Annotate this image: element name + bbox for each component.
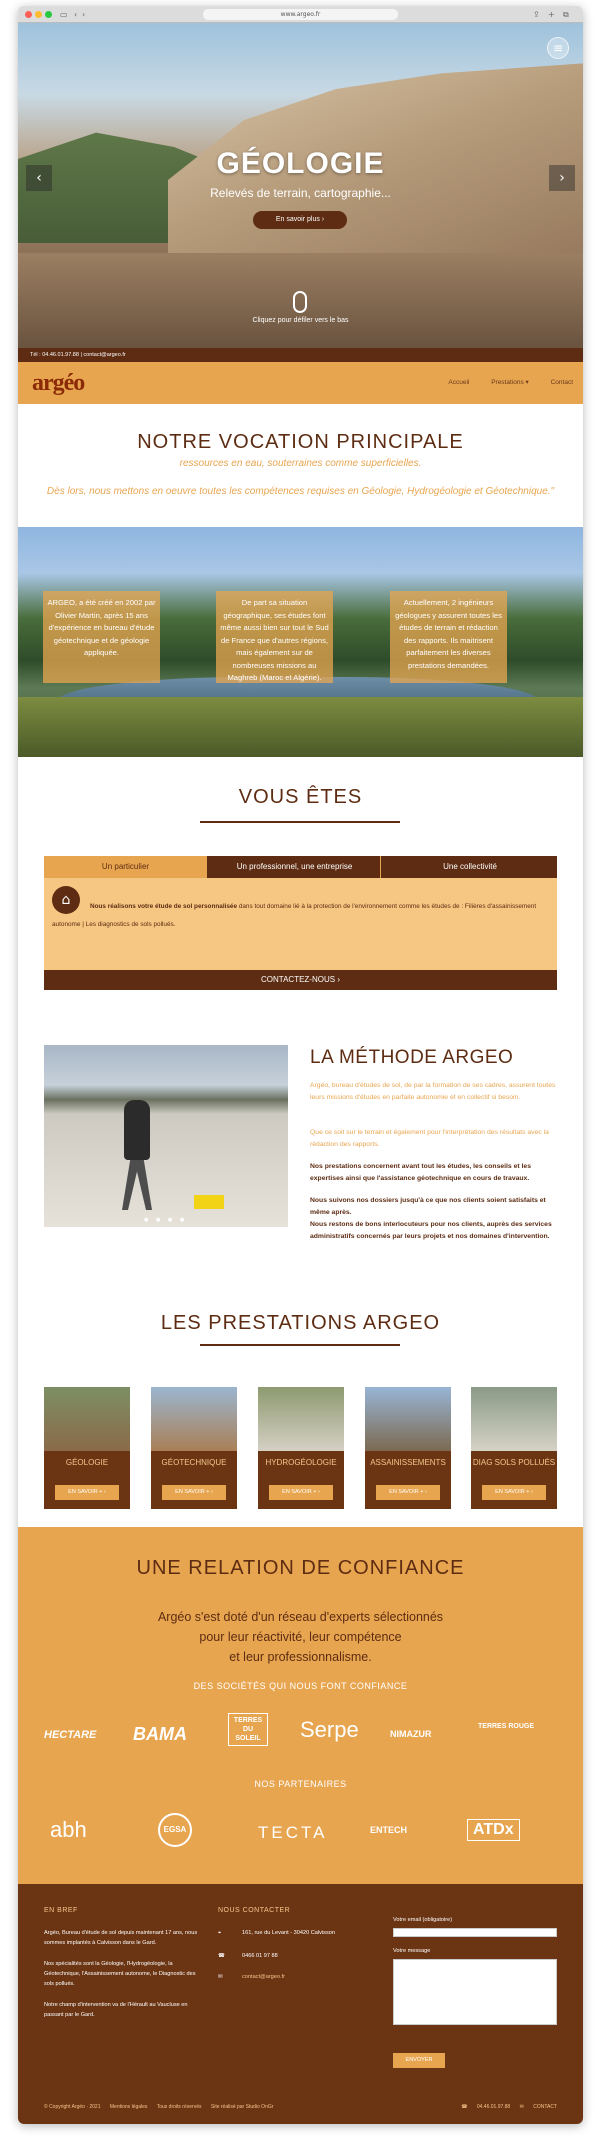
tab-panel [44, 878, 557, 970]
nav-link-contact[interactable]: Contact [550, 379, 573, 386]
photo-equipment [194, 1195, 224, 1209]
presta-name: GÉOTECHNIQUE [161, 1458, 227, 1467]
presta-name: HYDROGÉOLOGIE [265, 1458, 337, 1467]
panel-body-text: dans tout domaine lié à la protection de l'environnement comme les études de : Filières d'assainissement autonome | Les diagnostics de sols pollués. [52, 903, 537, 928]
presta-more-button[interactable]: EN SAVOIR + › [269, 1485, 333, 1500]
vous-etes-title: VOUS ÊTES [238, 786, 363, 808]
footer-phone[interactable]: 0466 01 97 88 [242, 1953, 278, 1959]
presta-more-button[interactable]: EN SAVOIR + › [162, 1485, 226, 1500]
footer-mentions-link[interactable]: Mentions légales [109, 2104, 148, 2110]
client-logo-nimazur: NIMAZUR [390, 1729, 432, 1739]
photo-person [124, 1100, 150, 1160]
presta-btn-label: EN SAVOIR + [282, 1489, 317, 1495]
client-logo-terres-rouge: TERRES ROUGE [478, 1723, 535, 1730]
methode-photo [44, 1045, 288, 1227]
footer-bottom-contact[interactable]: CONTACT [533, 2104, 557, 2110]
tab-particulier[interactable]: Un particulier [44, 856, 207, 878]
tab-collectivite[interactable]: Une collectivité [443, 862, 497, 871]
hero-slider [18, 23, 583, 348]
lake-banner [18, 527, 583, 757]
presta-card-geologie[interactable] [44, 1387, 130, 1509]
form-message-label: Votre message [393, 1948, 431, 1954]
hero-title: GÉOLOGIE [216, 147, 385, 180]
footer-mail-icon: ✉ [519, 2104, 524, 2110]
main-navbar [18, 362, 583, 404]
presta-name: ASSAINISSEMENTS [370, 1458, 446, 1467]
presta-name: GÉOLOGIE [65, 1458, 109, 1467]
sidebar-icon[interactable]: ▭ [60, 10, 68, 19]
info-box-team: Actuellement, 2 ingénieurs géologues y assurent toutes les études de terrain et rédaction des rapports. Ils maitrisent parfaitement les diverses prestations demandées. [390, 591, 507, 683]
footer-rights: Tous droits réservés [156, 2104, 202, 2110]
methode-p1: Argéo, bureau d'études de sol, de par la formation de ses cadres, assurent toutes leurs missions d'études en parfaite autonomie et en collectif si besoin. [310, 1082, 556, 1101]
hero-subtitle: Relevés de terrain, cartographie... [210, 186, 391, 200]
nav-link-prestations[interactable]: Prestations ▾ [491, 379, 529, 386]
presta-btn-label: EN SAVOIR + [68, 1489, 103, 1495]
vocation-title: NOTRE VOCATION PRINCIPALE [137, 431, 464, 453]
vocation-quote: Dès lors, nous mettons en oeuvre toutes les compétences requises en Géologie, Hydrogéologie et Géotechnique." [46, 486, 555, 497]
presta-card-diag-sols[interactable] [471, 1387, 557, 1509]
methode-p2: Que ce soit sur le terrain et également pour l'interprétation des résultats avec la rédaction des rapports. [310, 1129, 549, 1148]
title-divider [200, 1344, 400, 1346]
presta-more-button[interactable]: EN SAVOIR + › [482, 1485, 546, 1500]
phone-icon: ☎ [218, 1953, 225, 1959]
confiance-title: UNE RELATION DE CONFIANCE [136, 1557, 465, 1579]
footer-bref-p1: Argéo, Bureau d'étude de sol depuis maintenant 17 ans, nous sommes implantés à Calvisson dans le Gard. [44, 1930, 198, 1946]
presta-image [471, 1387, 557, 1451]
hero-more-label: En savoir plus [275, 216, 320, 223]
lake-reeds [18, 697, 583, 757]
partner-logo-abh: abh [50, 1817, 87, 1842]
footer-contact-title: NOUS CONTACTER [218, 1907, 291, 1914]
footer-address: 161, rue du Levant - 30420 Calvisson [242, 1930, 335, 1936]
house-icon: ⌂ [52, 886, 80, 914]
title-divider [200, 821, 400, 823]
hero-more-button[interactable]: En savoir plus › [253, 211, 347, 229]
form-send-button[interactable]: ENVOYER [393, 2053, 445, 2068]
confiance-section [18, 1527, 583, 1884]
contact-cta-button[interactable]: CONTACTEZ-NOUS › [44, 970, 557, 990]
client-logo-hectare: HECTARE [44, 1729, 97, 1741]
methode-p3: Nos prestations concernent avant tout les études, les conseils et les expertises ainsi que l'assistance géotechnique en cours de travaux. [310, 1163, 531, 1182]
slider-prev-arrow-icon[interactable]: ‹ [26, 165, 52, 191]
footer-email[interactable]: contact@argeo.fr [242, 1974, 285, 1980]
footer-bottom-bar [44, 2104, 557, 2110]
presta-image [258, 1387, 344, 1451]
partner-logo-atdx: ATDx [467, 1819, 520, 1841]
photo-slider-dots[interactable]: ● ● ● ● [144, 1217, 188, 1223]
partners-title: NOS PARTENAIRES [254, 1779, 347, 1789]
footer-bottom-phone[interactable]: 04.46.01.97.88 [476, 2104, 511, 2110]
presta-card-geotechnique[interactable] [151, 1387, 237, 1509]
confiance-line1: Argéo s'est doté d'un réseau d'experts sélectionnés [157, 1610, 444, 1624]
info-box-history: ARGEO, a été créé en 2002 par Olivier Martin, après 15 ans d'expérience en bureau d'étude géotechnique et de géologie appliquée. [43, 591, 160, 683]
confiance-line2: pour leur réactivité, leur compétence [199, 1630, 402, 1644]
presta-btn-label: EN SAVOIR + [495, 1489, 530, 1495]
presta-image [44, 1387, 130, 1451]
presta-image [365, 1387, 451, 1451]
mail-icon: ✉ [218, 1974, 223, 1980]
methode-title: LA MÉTHODE ARGEO [310, 1047, 514, 1068]
footer-bottom-right [461, 2104, 557, 2110]
top-contact-bar: Tél : 04.46.01.97.88 | contact@argeo.fr [18, 348, 583, 362]
methode-p4: Nous suivons nos dossiers jusqu'à ce que nos clients soient satisfaits et même après. [310, 1197, 546, 1216]
partner-logo-egsa: EGSA [158, 1813, 192, 1847]
site-footer [18, 1884, 583, 2124]
tab-professionnel[interactable]: Un professionnel, une entreprise [209, 856, 381, 878]
form-email-input[interactable] [393, 1928, 557, 1937]
scroll-hint[interactable]: Cliquez pour défiler vers le bas [252, 317, 349, 324]
close-dot-icon[interactable] [25, 11, 32, 18]
presta-name: DIAG SOLS POLLUÉS [472, 1458, 556, 1467]
share-icon[interactable]: ⇪ [533, 10, 540, 19]
presta-card-assainissements[interactable] [365, 1387, 451, 1509]
presta-btn-label: EN SAVOIR + [175, 1489, 210, 1495]
presta-btn-label: EN SAVOIR + [389, 1489, 424, 1495]
browser-chrome [18, 6, 583, 23]
prestations-title: LES PRESTATIONS ARGEO [160, 1312, 441, 1334]
browser-window [18, 6, 583, 2124]
footer-bref-p3: Notre champ d'intervention va de l'Hérault au Vaucluse en passant par le Gard. [44, 2002, 188, 2018]
footer-bref-title: EN BREF [44, 1907, 78, 1914]
presta-more-button[interactable]: EN SAVOIR + › [55, 1485, 119, 1500]
partner-logo-entech: ENTECH [370, 1825, 408, 1835]
minimize-dot-icon[interactable] [35, 11, 42, 18]
cta-label: CONTACTEZ-NOUS [261, 975, 336, 984]
form-message-textarea[interactable] [393, 1959, 557, 2025]
footer-copyright: © Copyright Argéo · 2021 [44, 2104, 101, 2110]
map-pin-icon: ⌖ [218, 1930, 222, 1936]
maximize-dot-icon[interactable] [45, 11, 52, 18]
slider-next-arrow-icon[interactable]: › [549, 165, 575, 191]
nav-links [428, 378, 573, 386]
client-logo-serpe: Serpe [300, 1717, 359, 1742]
tabs-icon[interactable]: ⧉ [563, 10, 569, 19]
methode-p5: Nous restons de bons interlocuteurs pour nos clients, auprès des services administratifs concernés par leurs projets et nos domaines d'intervention. [310, 1221, 552, 1240]
client-logo-terres-du-soleil: TERRES DU SOLEIL [228, 1713, 268, 1746]
confiance-line3: et leur professionnalisme. [229, 1650, 372, 1664]
info-box-geography: De part sa situation géographique, ses études font même aussi bien sur tout le Sud de France que d'autres régions, mais également sur de nombreuses missions au Maghreb (Maroc et Algérie). [216, 591, 333, 683]
vocation-subtitle: ressources en eau, souterraines comme superficielles. [179, 458, 422, 469]
scroll-mouse-icon[interactable] [293, 291, 307, 313]
presta-more-button[interactable]: EN SAVOIR + › [376, 1485, 440, 1500]
client-logo-bama: BAMA [133, 1724, 187, 1744]
form-email-label: Votre email (obligatoire) [393, 1917, 453, 1923]
photo-legs [122, 1155, 152, 1210]
footer-phone-icon: ☎ [461, 2104, 468, 2110]
panel-bold-text: Nous réalisons votre étude de sol personnalisée [90, 903, 238, 910]
presta-image [151, 1387, 237, 1451]
clients-title: DES SOCIÉTÉS QUI NOUS FONT CONFIANCE [193, 1681, 408, 1691]
presta-card-hydrogeologie[interactable] [258, 1387, 344, 1509]
footer-credit-link[interactable]: Site réalisé par Studio OnGr [210, 2104, 274, 2110]
argeo-logo[interactable]: argéo [32, 370, 85, 396]
plus-icon[interactable]: + [548, 10, 555, 19]
nav-link-accueil[interactable]: Accueil [448, 379, 470, 386]
tab-panel-text [52, 898, 552, 934]
back-icon[interactable]: ‹ [74, 10, 78, 19]
partner-logo-tecta: TECTA [258, 1823, 328, 1842]
hamburger-menu-icon[interactable]: ≡ [547, 37, 569, 59]
footer-bref-p2: Nos spécialités sont la Géologie, l'Hydrogéologie, la Géotechnique, l'Assainissement autonome, le Diagnostic des sols pollués. [44, 1961, 196, 1987]
audience-tabs [44, 856, 557, 878]
url-bar[interactable]: www.argeo.fr [203, 9, 398, 20]
forward-icon[interactable]: › [82, 10, 86, 19]
